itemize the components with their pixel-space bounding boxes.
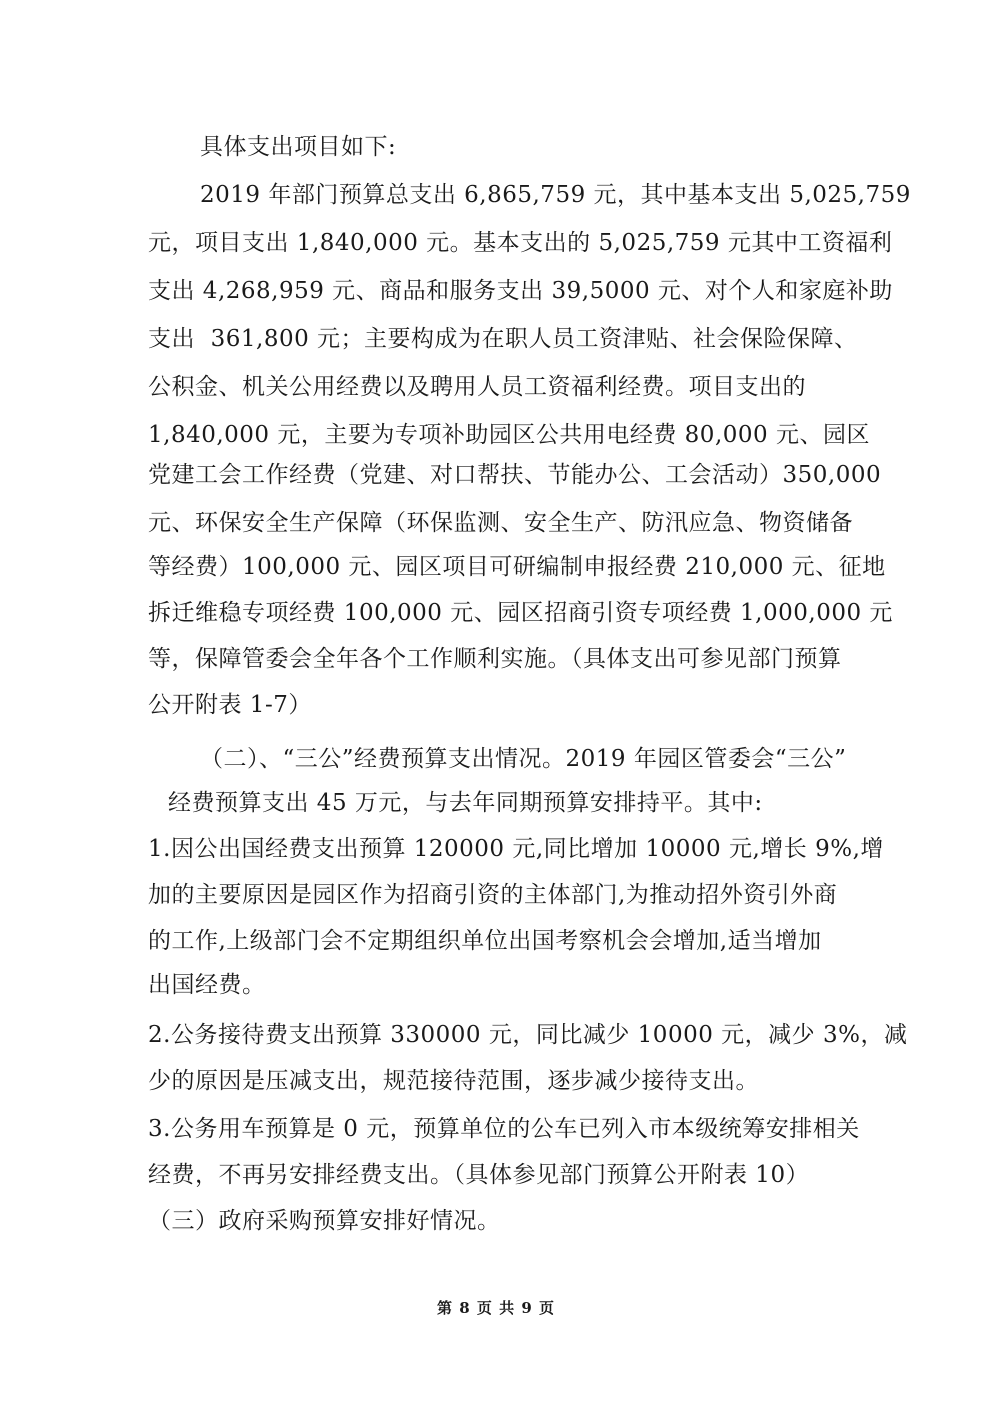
text-line: 1.因公出国经费支出预算 120000 元,同比增加 10000 元,增长 9%,增: [148, 836, 884, 862]
text-line: 经费预算支出 45 万元，与去年同期预算安排持平。其中:: [168, 790, 763, 816]
text-line: （二）、“三公”经费预算支出情况。2019 年园区管委会“三公”: [200, 746, 847, 772]
text-line: 等，保障管委会全年各个工作顺利实施。（具体支出可参见部门预算: [148, 646, 842, 672]
text-line: （三）政府采购预算安排好情况。: [148, 1208, 501, 1234]
text-line: 的工作,上级部门会不定期组织单位出国考察机会会增加,适当增加: [148, 928, 822, 954]
text-line: 拆迁维稳专项经费 100,000 元、园区招商引资专项经费 1,000,000 元: [148, 600, 893, 626]
text-line: 2019 年部门预算总支出 6,865,759 元，其中基本支出 5,025,759: [200, 182, 911, 208]
text-line: 经费，不再另安排经费支出。（具体参见部门预算公开附表 10）: [148, 1162, 810, 1188]
text-line: 出国经费。: [148, 972, 266, 998]
text-line: 元，项目支出 1,840,000 元。基本支出的 5,025,759 元其中工资福利: [148, 230, 893, 256]
text-line: 等经费）100,000 元、园区项目可研编制申报经费 210,000 元、征地: [148, 554, 886, 580]
text-line: 少的原因是压减支出，规范接待范围，逐步减少接待支出。: [148, 1068, 759, 1094]
page-footer: 第 8 页 共 9 页: [437, 1299, 555, 1317]
text-line: 元、环保安全生产保障（环保监测、安全生产、防汛应急、物资储备: [148, 510, 853, 536]
text-line: 党建工会工作经费（党建、对口帮扶、节能办公、工会活动）350,000: [148, 462, 882, 488]
text-line: 支出 4,268,959 元、商品和服务支出 39,5000 元、对个人和家庭补助: [148, 278, 893, 304]
text-line: 加的主要原因是园区作为招商引资的主体部门,为推动招外资引外商: [148, 882, 838, 908]
text-line: 具体支出项目如下:: [200, 134, 397, 160]
text-line: 公开附表 1-7）: [148, 692, 312, 718]
text-line: 3.公务用车预算是 0 元，预算单位的公车已列入市本级统筹安排相关: [148, 1116, 860, 1142]
text-line: 2.公务接待费支出预算 330000 元，同比减少 10000 元，减少 3%，减: [148, 1022, 908, 1048]
text-line: 公积金、机关公用经费以及聘用人员工资福利经费。项目支出的: [148, 374, 806, 400]
text-line: 支出 361,800 元；主要构成为在职人员工资津贴、社会保险保障、: [148, 326, 858, 352]
text-line: 1,840,000 元，主要为专项补助园区公共用电经费 80,000 元、园区: [148, 422, 870, 448]
